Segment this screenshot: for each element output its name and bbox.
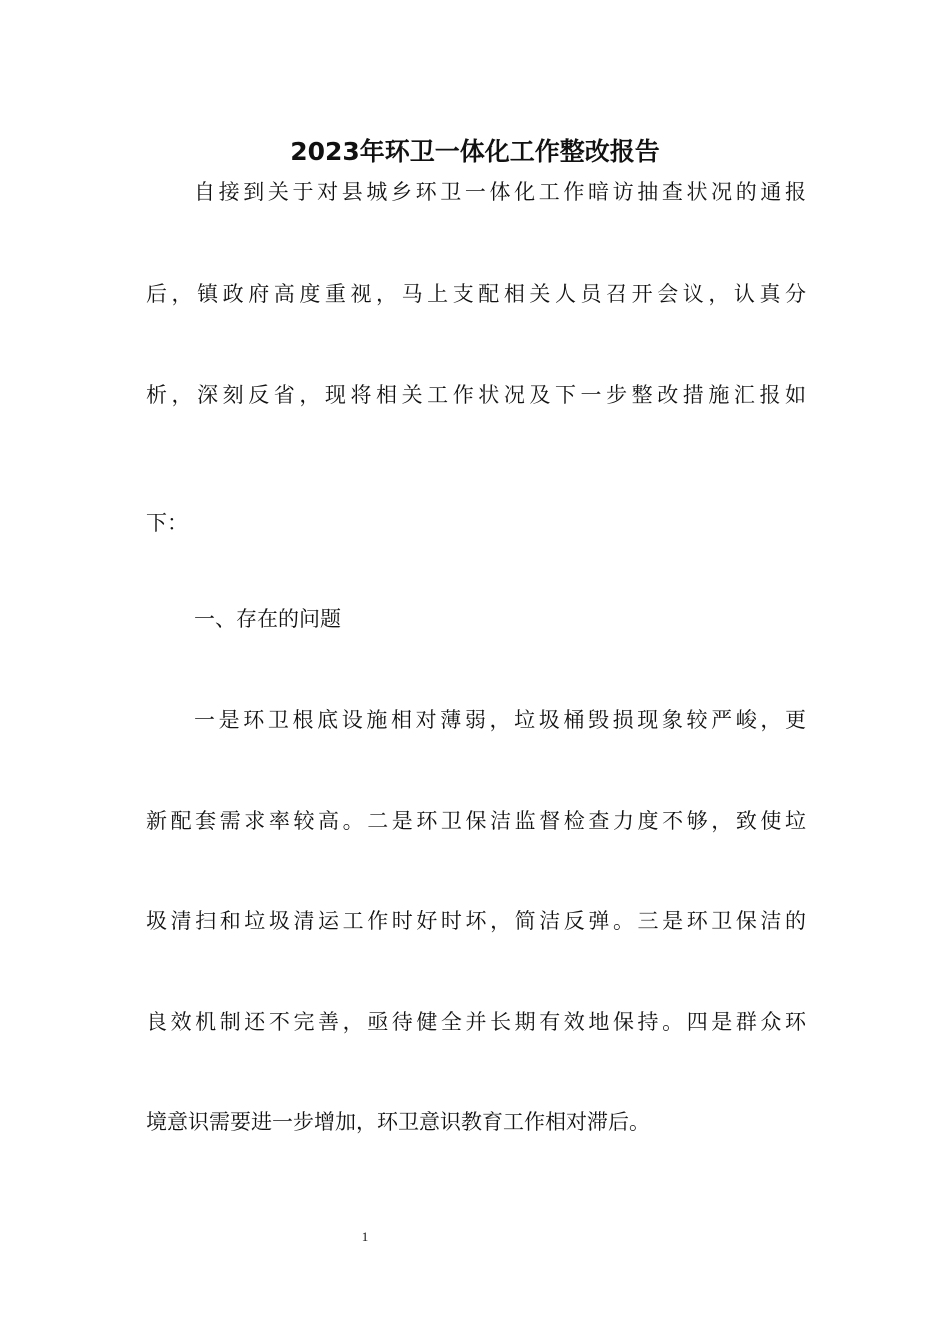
- paragraph-line: 后，镇政府高度重视，马上支配相关人员召开会议，认真分: [146, 282, 806, 306]
- paragraph-line: 下：: [146, 511, 188, 535]
- paragraph-line: 新配套需求率较高。二是环卫保洁监督检查力度不够，致使垃: [146, 809, 806, 833]
- document-title: 2023年环卫一体化工作整改报告: [290, 137, 660, 166]
- page-number: 1: [361, 1229, 369, 1244]
- paragraph-line: 圾清扫和垃圾清运工作时好时坏，简洁反弹。三是环卫保洁的: [146, 909, 806, 933]
- section-heading: 一、存在的问题: [194, 607, 341, 631]
- paragraph-line: 良效机制还不完善，亟待健全并长期有效地保持。四是群众环: [146, 1010, 806, 1034]
- paragraph-line: 一是环卫根底设施相对薄弱，垃圾桶毁损现象较严峻，更: [194, 708, 806, 732]
- paragraph-line: 自接到关于对县城乡环卫一体化工作暗访抽查状况的通报: [194, 180, 806, 204]
- paragraph-line: 境意识需要进一步增加，环卫意识教育工作相对滞后。: [146, 1110, 650, 1134]
- paragraph-line: 析，深刻反省，现将相关工作状况及下一步整改措施汇报如: [146, 383, 806, 407]
